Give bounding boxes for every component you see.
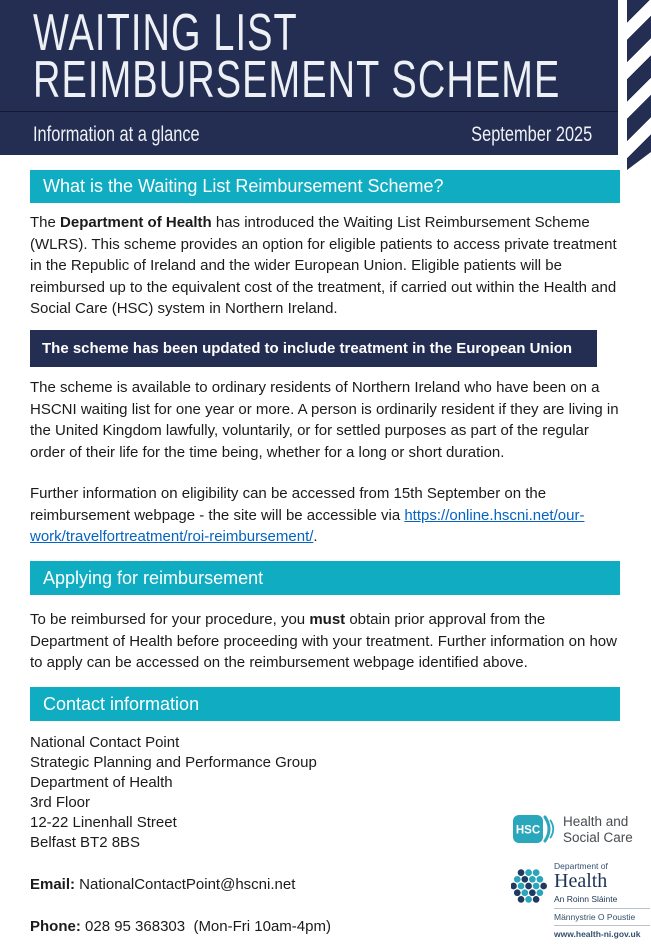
page-title	[33, 4, 651, 109]
title-line-1: WAITING LIST	[33, 4, 298, 62]
paragraph-applying: To be reimbursed for your procedure, you must obtain prior approval from the Department of Health before proceeding with your treatment. Further information on how to apply can be accessed on the reimbursement webpage identified above.	[30, 611, 617, 671]
paragraph-what-is: The Department of Health has introduced the Waiting List Reimbursement Scheme (WLRS). This scheme provides an option for eligible patients to access private treatment in the Republic of Ireland and the wider European Union. Eligible patients will be reimbursed up to the equivalent cost of the treatment, if carried out within the Health and Social Care (HSC) system in Northern Ireland.	[30, 214, 617, 317]
header-subtitle: Information at a glance	[33, 123, 200, 146]
header-divider	[0, 111, 618, 112]
address-line: Strategic Planning and Performance Group	[30, 754, 317, 771]
hsc-logo-icon	[512, 812, 558, 848]
hsc-logo-text: Health and Social Care	[563, 813, 633, 845]
contact-phone: Phone: 028 95 368303 (Mon-Fri 10am-4pm)	[30, 918, 331, 935]
svg-text:HSC: HSC	[515, 824, 541, 837]
header-banner	[0, 0, 618, 155]
address-line: 12-22 Linenhall Street	[30, 814, 177, 831]
diagonal-stripes-decoration	[627, 0, 651, 170]
section-heading-contact: Contact information	[30, 687, 620, 721]
doh-dots-icon	[511, 861, 547, 911]
section-heading-what-is: What is the Waiting List Reimbursement Scheme?	[30, 170, 620, 203]
address-line: National Contact Point	[30, 734, 180, 751]
hsc-logo	[512, 812, 633, 848]
paragraph-residency: The scheme is available to ordinary residents of Northern Ireland who have been on a HSCNI waiting list for one year or more. A person is ordinarily resident if they are living in the United Kingdom lawfully, voluntarily, or for settled purposes as part of the regular order of their life for the time being, whether for a long or short duration.	[30, 379, 619, 461]
contact-address	[30, 733, 317, 853]
doh-logo-text: Department of Health An Roinn Sláinte Männystrie O Poustie www.health-ni.gov.uk	[554, 861, 650, 939]
section-heading-applying: Applying for reimbursement	[30, 561, 620, 595]
address-line: 3rd Floor	[30, 794, 91, 811]
header-date: September 2025	[470, 123, 592, 146]
department-of-health-logo	[511, 861, 650, 939]
address-line: Department of Health	[30, 774, 173, 791]
reimbursement-webpage-link[interactable]: https://online.hscni.net/our-work/travelfortreatment/roi-reimbursement/	[30, 506, 585, 545]
paragraph-eligibility: Further information on eligibility can be accessed from 15th September on the reimbursement webpage - the site will be accessible via https://online.hscni.net/our-work/travelfortreatment/roi-reimbursement/.	[30, 485, 585, 545]
contact-email: Email: NationalContactPoint@hscni.net	[30, 876, 296, 893]
update-callout-banner: The scheme has been updated to include treatment in the European Union	[30, 330, 597, 367]
address-line: Belfast BT2 8BS	[30, 834, 141, 851]
title-line-2: REIMBURSEMENT SCHEME	[33, 51, 561, 109]
